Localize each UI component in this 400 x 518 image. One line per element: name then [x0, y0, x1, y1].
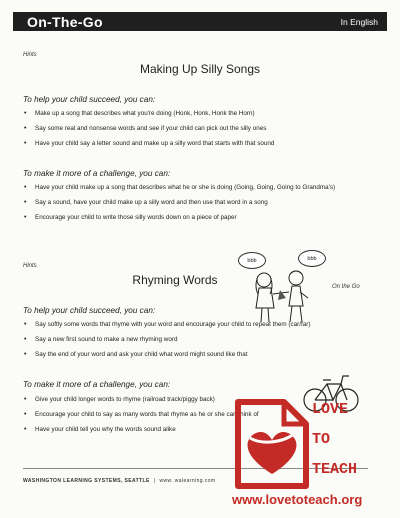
footer-website: www. walearning.com — [159, 478, 216, 484]
list-item: • Make up a song that describes what you're doing (Honk, Honk, Honk the Horn) — [23, 110, 368, 118]
succeed-heading: To help your child succeed, you can: — [23, 95, 156, 104]
brand-title: On-The-Go — [27, 13, 103, 30]
hints-label: Hints — [23, 263, 37, 269]
watermark-line-2: TO — [312, 431, 331, 448]
speech-bubble-left: bbb — [238, 252, 266, 269]
section-title-rhyming: Rhyming Words — [132, 273, 218, 287]
list-item: • Have your child say a letter sound and make up a silly word that starts with that sound — [23, 140, 368, 148]
footer — [23, 478, 215, 484]
children-illustration — [250, 266, 315, 324]
list-item: • Say a sound, have your child make up a silly word and then use that word in a song — [23, 199, 368, 207]
document-heart-icon — [232, 398, 312, 490]
watermark-line-3: TEACH — [312, 461, 358, 478]
hints-label: Hints — [23, 52, 37, 58]
watermark — [232, 398, 394, 502]
succeed-heading: To help your child succeed, you can: — [23, 306, 156, 315]
list-item: • Have your child make up a song that describes what he or she is doing (Going, Going, Going to Grandma's) — [23, 184, 368, 192]
section-title-songs: Making Up Silly Songs — [139, 62, 261, 76]
footer-separator: | — [153, 478, 156, 484]
watermark-url: www.lovetoteach.org — [232, 492, 363, 507]
challenge-heading: To make it more of a challenge, you can: — [23, 380, 171, 389]
speech-bubble-right: bbb — [298, 250, 326, 267]
list-item: • Say softly some words that rhyme with your word and encourage your child to repeat them (car/far) — [23, 321, 368, 329]
list-item: • Say the end of your word and ask your child what word might sound like that — [23, 351, 368, 359]
list-item: • Have your child tell you why the words sound alike — [23, 426, 368, 434]
challenge-heading: To make it more of a challenge, you can: — [23, 169, 171, 178]
header-bar — [13, 12, 387, 31]
on-the-go-label: On the Go — [332, 284, 360, 290]
list-item: • Encourage your child to write those silly words down on a piece of paper — [23, 214, 368, 222]
watermark-line-1: LOVE — [312, 401, 349, 418]
rhyming-succeed-list — [23, 321, 368, 365]
songs-succeed-list — [23, 110, 368, 154]
publisher-name: WASHINGTON LEARNING SYSTEMS, SEATTLE — [23, 478, 150, 484]
list-item: • Say a new first sound to make a new rhyming word — [23, 336, 368, 344]
songs-challenge-list — [23, 184, 368, 228]
list-item: • Say some real and nonsense words and see if your child can pick out the silly ones — [23, 125, 368, 133]
language-label: In English — [340, 16, 378, 27]
list-item: • Encourage your child to say as many words that rhyme as he or she can think of — [23, 411, 368, 419]
list-item: • Give your child longer words to rhyme (railroad track/piggy back) — [23, 396, 368, 404]
